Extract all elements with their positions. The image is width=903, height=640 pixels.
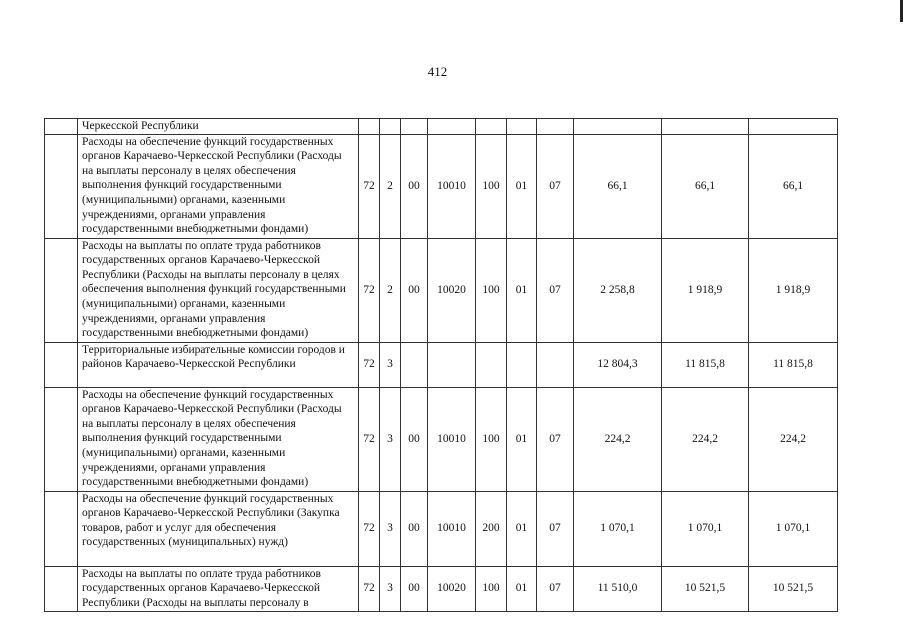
description-cell: Расходы на обеспечение функций государственных органов Карачаево-Черкесской Республики (Закупка товаров, работ и услуг для обеспечения государственных (муниципальных) нужд) (78, 491, 359, 566)
subsection-code-cell (537, 342, 574, 387)
amount-year1-cell: 11 510,0 (574, 566, 662, 611)
amount-year1-cell (574, 119, 662, 135)
subsection-code-cell: 07 (537, 387, 574, 491)
direction-code-cell: 10010 (428, 491, 476, 566)
subsection-code-cell: 07 (537, 238, 574, 342)
amount-year1-cell: 12 804,3 (574, 342, 662, 387)
amount-year3-cell: 10 521,5 (749, 566, 838, 611)
row-number-cell (45, 134, 78, 238)
table-row (45, 342, 838, 387)
page-number: 412 (427, 64, 448, 79)
ministry-code-cell: 72 (359, 387, 380, 491)
section-code-cell: 01 (507, 134, 537, 238)
row-number-cell (45, 566, 78, 611)
table-row (45, 491, 838, 566)
direction-code-cell: 10020 (428, 238, 476, 342)
amount-year2-cell: 1 070,1 (662, 491, 749, 566)
description-cell: Черкесской Республики (78, 119, 359, 135)
subprogram-code-cell: 3 (380, 491, 401, 566)
subsection-code-cell: 07 (537, 491, 574, 566)
main-event-code-cell (401, 119, 428, 135)
section-code-cell (507, 342, 537, 387)
amount-year3-cell: 11 815,8 (749, 342, 838, 387)
ministry-code-cell (359, 119, 380, 135)
subprogram-code-cell: 2 (380, 238, 401, 342)
budget-table (44, 118, 838, 612)
ministry-code-cell: 72 (359, 342, 380, 387)
ministry-code-cell: 72 (359, 566, 380, 611)
section-code-cell: 01 (507, 491, 537, 566)
amount-year2-cell (662, 119, 749, 135)
description-cell: Расходы на выплаты по оплате труда работников государственных органов Карачаево-Черкесской Республики (Расходы на выплаты персоналу в (78, 566, 359, 611)
main-event-code-cell: 00 (401, 238, 428, 342)
amount-year2-cell: 224,2 (662, 387, 749, 491)
amount-year2-cell: 10 521,5 (662, 566, 749, 611)
subprogram-code-cell: 3 (380, 342, 401, 387)
amount-year2-cell: 1 918,9 (662, 238, 749, 342)
ministry-code-cell: 72 (359, 238, 380, 342)
amount-year2-cell: 11 815,8 (662, 342, 749, 387)
expense-type-cell (476, 342, 507, 387)
main-event-code-cell (401, 342, 428, 387)
row-number-cell (45, 491, 78, 566)
table-row (45, 119, 838, 135)
expense-type-cell: 100 (476, 566, 507, 611)
row-number-cell (45, 387, 78, 491)
expense-type-cell (476, 119, 507, 135)
subsection-code-cell (537, 119, 574, 135)
subprogram-code-cell: 3 (380, 566, 401, 611)
section-code-cell: 01 (507, 387, 537, 491)
table-row (45, 238, 838, 342)
direction-code-cell (428, 342, 476, 387)
direction-code-cell: 10010 (428, 387, 476, 491)
subprogram-code-cell: 3 (380, 387, 401, 491)
subsection-code-cell: 07 (537, 566, 574, 611)
amount-year3-cell: 66,1 (749, 134, 838, 238)
row-number-cell (45, 342, 78, 387)
section-code-cell: 01 (507, 238, 537, 342)
row-number-cell (45, 119, 78, 135)
amount-year2-cell: 66,1 (662, 134, 749, 238)
expense-type-cell: 100 (476, 134, 507, 238)
direction-code-cell: 10010 (428, 134, 476, 238)
amount-year3-cell (749, 119, 838, 135)
amount-year3-cell: 1 070,1 (749, 491, 838, 566)
expense-type-cell: 100 (476, 238, 507, 342)
table-row (45, 387, 838, 491)
amount-year3-cell: 224,2 (749, 387, 838, 491)
description-cell: Территориальные избирательные комиссии городов и районов Карачаево-Черкесской Республики (78, 342, 359, 387)
row-number-cell (45, 238, 78, 342)
main-event-code-cell: 00 (401, 566, 428, 611)
section-code-cell (507, 119, 537, 135)
table-row (45, 566, 838, 611)
description-cell: Расходы на выплаты по оплате труда работников государственных органов Карачаево-Черкесской Республики (Расходы на выплаты персоналу в целях обеспечения выполнения функций государственными (муниципальными) органами, казенными учреждениями, органами управления государственными внебюджетными фондами) (78, 238, 359, 342)
main-event-code-cell: 00 (401, 491, 428, 566)
subsection-code-cell: 07 (537, 134, 574, 238)
direction-code-cell (428, 119, 476, 135)
table-row (45, 134, 838, 238)
amount-year1-cell: 224,2 (574, 387, 662, 491)
description-cell: Расходы на обеспечение функций государственных органов Карачаево-Черкесской Республики (Расходы на выплаты персоналу в целях обеспечения выполнения функций государственными (муниципальными) органами, казенными учреждениями, органами управления государственными внебюджетными фондами) (78, 387, 359, 491)
expense-type-cell: 100 (476, 387, 507, 491)
amount-year3-cell: 1 918,9 (749, 238, 838, 342)
direction-code-cell: 10020 (428, 566, 476, 611)
amount-year1-cell: 2 258,8 (574, 238, 662, 342)
main-event-code-cell: 00 (401, 387, 428, 491)
main-event-code-cell: 00 (401, 134, 428, 238)
section-code-cell: 01 (507, 566, 537, 611)
amount-year1-cell: 1 070,1 (574, 491, 662, 566)
expense-type-cell: 200 (476, 491, 507, 566)
description-cell: Расходы на обеспечение функций государственных органов Карачаево-Черкесской Республики (Расходы на выплаты персоналу в целях обеспечения выполнения функций государственными (муниципальными) органами, казенными учреждениями, органами управления государственными внебюджетными фондами) (78, 134, 359, 238)
subprogram-code-cell: 2 (380, 134, 401, 238)
ministry-code-cell: 72 (359, 134, 380, 238)
ministry-code-cell: 72 (359, 491, 380, 566)
amount-year1-cell: 66,1 (574, 134, 662, 238)
subprogram-code-cell (380, 119, 401, 135)
